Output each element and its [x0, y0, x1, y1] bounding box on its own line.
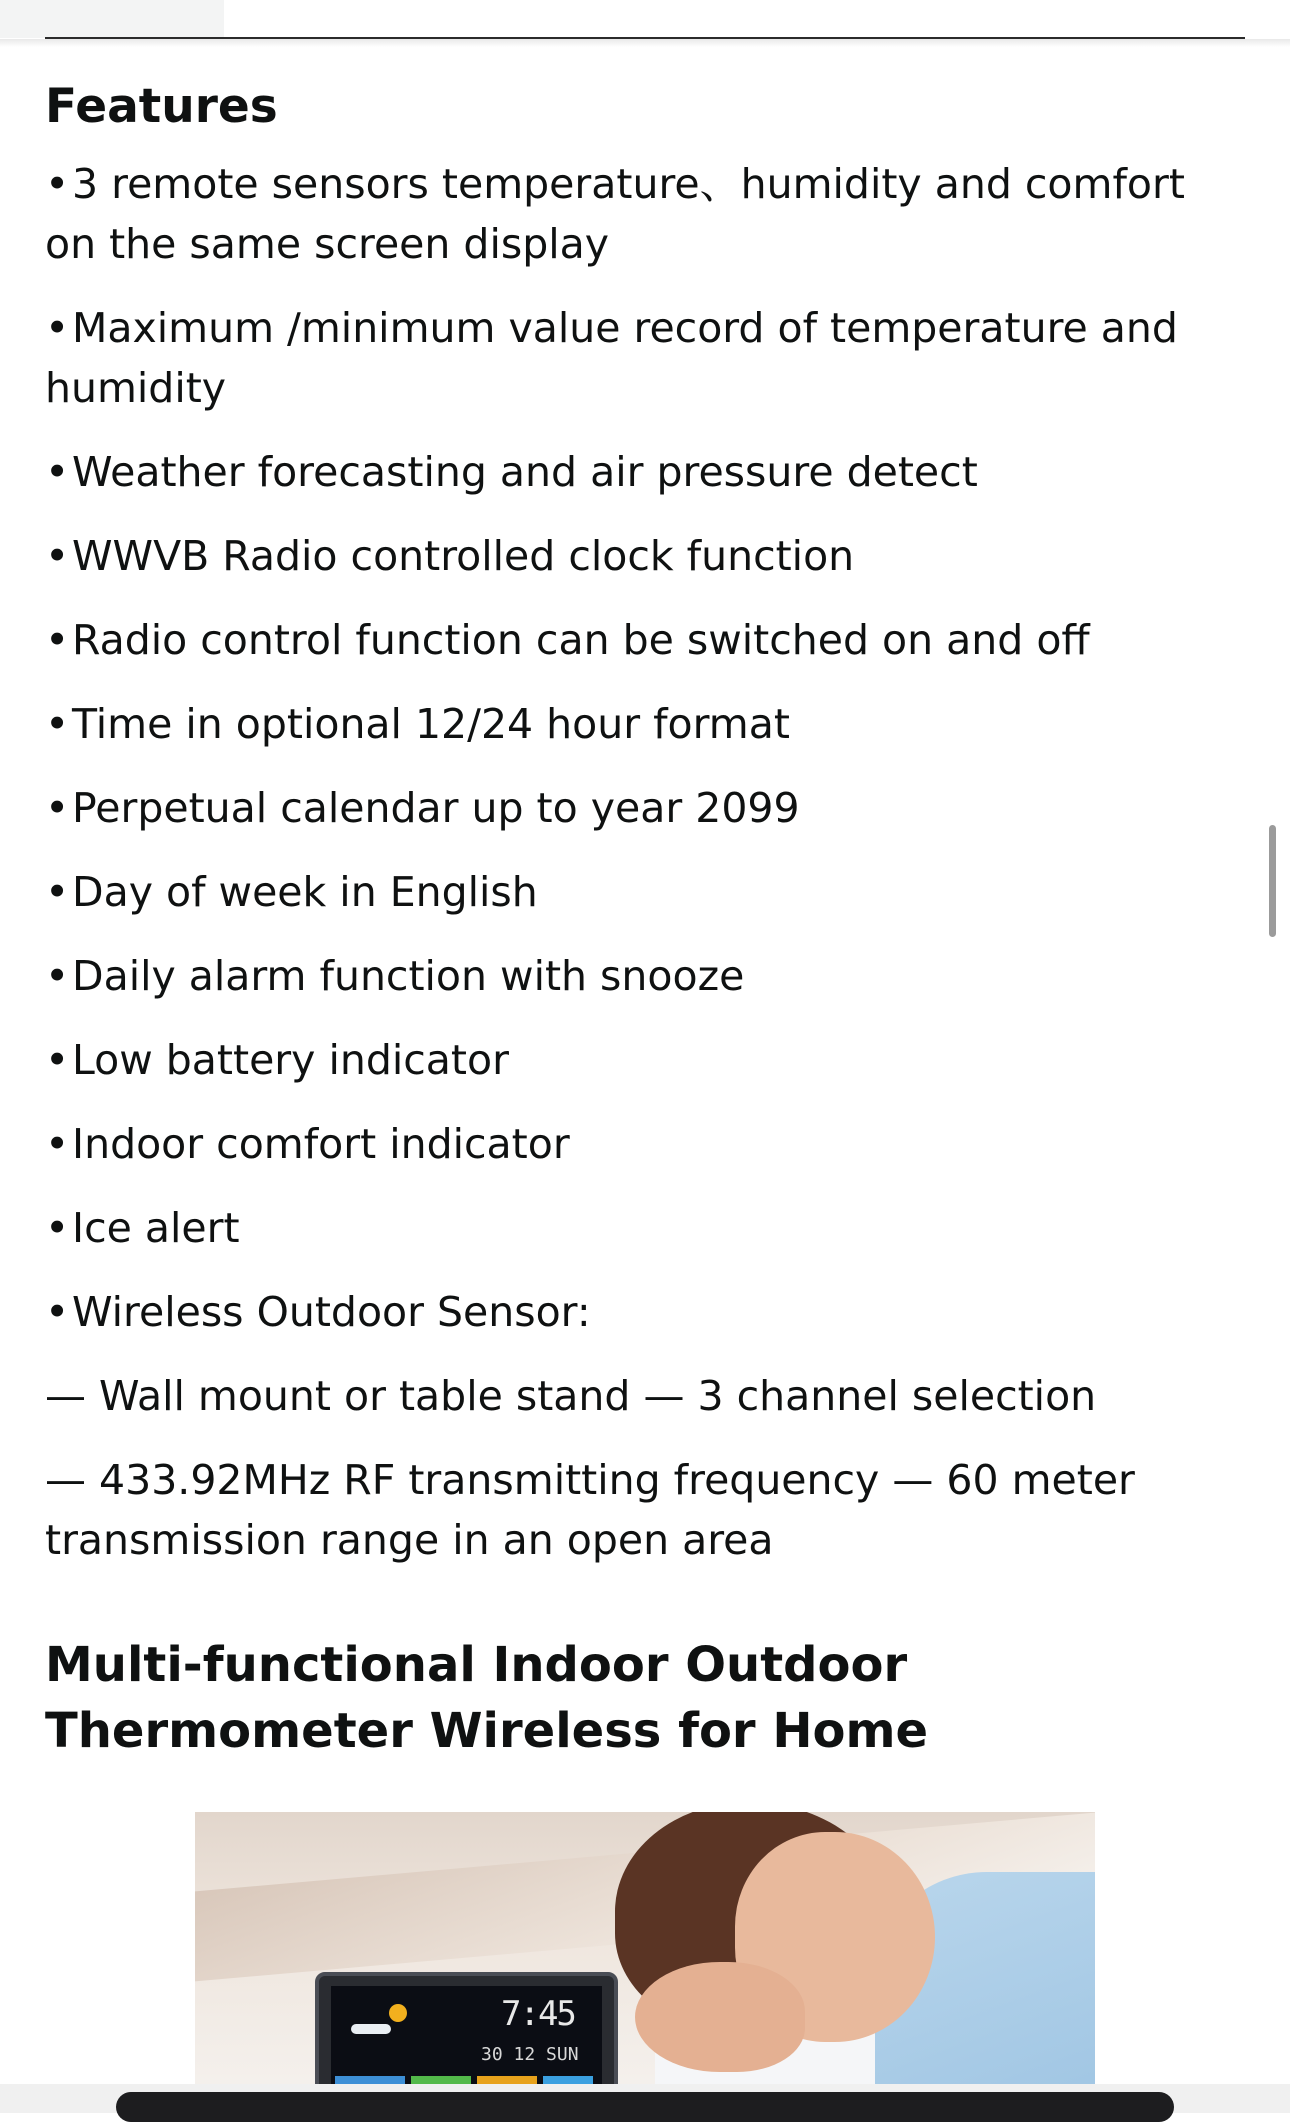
feature-text: Daily alarm function with snooze: [72, 952, 745, 1000]
toolbar-shadow: [0, 39, 1290, 47]
feature-item: [45, 526, 1245, 586]
feature-item: [45, 778, 1245, 838]
sun-icon: [389, 2004, 407, 2022]
feature-text: Weather forecasting and air pressure detect: [72, 448, 978, 496]
sensor-readout-bar: [543, 2076, 593, 2084]
sensor-readout-bar: [477, 2076, 537, 2084]
feature-item: [45, 694, 1245, 754]
feature-item: [45, 610, 1245, 670]
feature-text: Wireless Outdoor Sensor:: [72, 1288, 591, 1336]
feature-text: WWVB Radio controlled clock function: [72, 532, 855, 580]
bullet-icon: •: [45, 160, 70, 208]
bullet-icon: •: [45, 1120, 70, 1168]
feature-text: Day of week in English: [72, 868, 538, 916]
top-tab-stub[interactable]: [0, 0, 224, 38]
section-heading: Multi-functional Indoor Outdoor Thermometer Wireless for Home: [45, 1637, 929, 1759]
feature-item: [45, 298, 1245, 418]
bullet-icon: •: [45, 448, 70, 496]
bullet-icon: •: [45, 1036, 70, 1084]
feature-text: Low battery indicator: [72, 1036, 509, 1084]
bullet-icon: •: [45, 1288, 70, 1336]
sensor-sub-item: — Wall mount or table stand — 3 channel selection: [45, 1372, 1097, 1420]
device-date-readout: 30 12 SUN: [481, 2044, 579, 2065]
feature-text: Ice alert: [72, 1204, 240, 1252]
feature-item: [45, 946, 1245, 1006]
features-heading: Features: [45, 79, 278, 134]
bullet-icon: •: [45, 616, 70, 664]
weather-station-device: [315, 1972, 618, 2084]
feature-item: [45, 1282, 1245, 1342]
bullet-icon: •: [45, 700, 70, 748]
sensor-readout-bar: [411, 2076, 471, 2084]
bullet-icon: •: [45, 784, 70, 832]
bullet-icon: •: [45, 1204, 70, 1252]
product-description: [45, 72, 1245, 1764]
feature-text: Perpetual calendar up to year 2099: [72, 784, 800, 832]
sensor-readout-bar: [335, 2076, 405, 2084]
sensor-sub-item: — 433.92MHz RF transmitting frequency — 60 meter transmission range in an open area: [45, 1456, 1135, 1564]
device-screen: [331, 1986, 602, 2084]
feature-item: [45, 862, 1245, 922]
image-hand: [635, 1962, 805, 2072]
feature-text: Indoor comfort indicator: [72, 1120, 570, 1168]
bullet-icon: •: [45, 304, 70, 352]
cloud-icon: [351, 2024, 391, 2034]
top-toolbar: [0, 0, 1290, 38]
feature-item: [45, 1114, 1245, 1174]
feature-item: [45, 154, 1245, 274]
feature-text: Maximum /minimum value record of temperature and humidity: [45, 304, 1178, 412]
product-lifestyle-image[interactable]: [195, 1812, 1095, 2084]
feature-item: [45, 1198, 1245, 1258]
feature-text: Time in optional 12/24 hour format: [72, 700, 790, 748]
feature-text: Radio control function can be switched on and off: [72, 616, 1090, 664]
feature-text: 3 remote sensors temperature、humidity and comfort on the same screen display: [45, 160, 1185, 268]
feature-item: [45, 1030, 1245, 1090]
bullet-icon: •: [45, 532, 70, 580]
device-clock-readout: 7:45: [501, 1994, 575, 2034]
bullet-icon: •: [45, 952, 70, 1000]
bottom-bar: [0, 2084, 1290, 2113]
home-indicator[interactable]: [116, 2092, 1174, 2122]
bullet-icon: •: [45, 868, 70, 916]
scrollbar-thumb[interactable]: [1269, 825, 1276, 937]
feature-item: [45, 442, 1245, 502]
